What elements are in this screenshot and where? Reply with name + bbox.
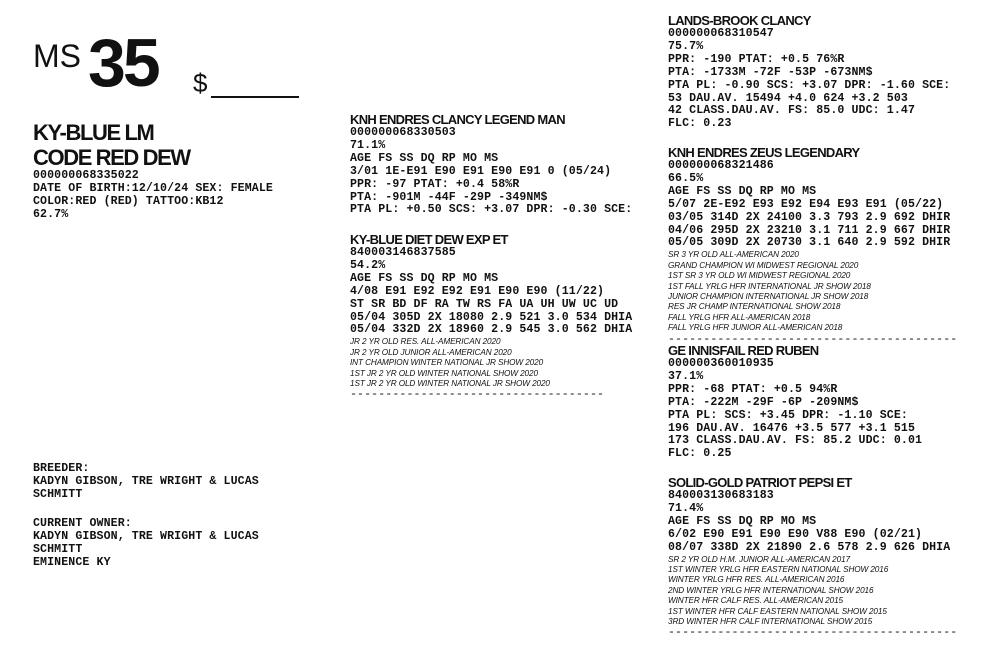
sires-dam-record-1: 03/05 314D 2X 24100 3.3 793 2.9 692 DHIR xyxy=(668,210,951,224)
price-blank-line xyxy=(211,96,299,98)
sire-pta: PTA: -901M -44F -29P -349NM$ xyxy=(350,190,548,204)
dams-dam-award: 1ST WINTER YRLG HFR EASTERN NATIONAL SHOW 2016 xyxy=(668,564,889,574)
sires-dam-percent: 66.5% xyxy=(668,171,704,185)
dams-dam-divider: ----------------------------------------- xyxy=(668,626,958,640)
sire-score-columns: AGE FS SS DQ RP MO MS xyxy=(350,151,499,165)
dam-scores: 4/08 E91 E92 E92 E91 E90 E90 (11/22) xyxy=(350,284,605,298)
dams-dam-award: SR 2 YR OLD H.M. JUNIOR ALL-AMERICAN 2017 xyxy=(668,554,850,564)
dams-dam-registration: 840003130683183 xyxy=(668,489,774,502)
dam-divider: ------------------------------------ xyxy=(350,388,605,402)
dams-dam-award: 3RD WINTER HFR CALF INTERNATIONAL SHOW 2015 xyxy=(668,616,873,626)
sires-sire-flc: FLC: 0.23 xyxy=(668,117,732,131)
dam-award: 1ST JR 2 YR OLD WINTER NATIONAL JR SHOW 2020 xyxy=(350,378,550,388)
dams-dam-scores: 6/02 E90 E91 E90 E90 V88 E90 (02/21) xyxy=(668,527,923,541)
sires-dam-scores: 5/07 2E-E92 E93 E92 E94 E93 E91 (05/22) xyxy=(668,197,944,211)
dams-sire-daughters: 196 DAU.AV. 16476 +3.5 577 +3.1 515 xyxy=(668,421,916,435)
dam-section xyxy=(350,232,632,402)
dams-sire-section xyxy=(668,343,922,461)
sires-dam-award: 1ST SR 3 YR OLD WI MIDWEST REGIONAL 2020 xyxy=(668,271,851,281)
animal-percent: 62.7% xyxy=(33,207,69,221)
sires-sire-classified: 42 CLASS.DAU.AV. FS: 85.0 UDC: 1.47 xyxy=(668,104,916,118)
sires-dam-award: FALL YRLG HFR ALL-AMERICAN 2018 xyxy=(668,312,811,322)
dams-dam-record-1: 08/07 338D 2X 21890 2.6 578 2.9 626 DHIA xyxy=(668,540,951,554)
dams-sire-pta: PTA: -222M -29F -6P -209NM$ xyxy=(668,395,859,409)
sires-dam-award: 1ST FALL YRLG HFR INTERNATIONAL JR SHOW 2018 xyxy=(668,281,871,291)
lot-number: 35 xyxy=(88,25,158,101)
sires-dam-record-2: 04/06 295D 2X 23210 3.1 711 2.9 667 DHIR xyxy=(668,223,951,237)
sire-ppr: PPR: -97 PTAT: +0.4 58%R xyxy=(350,177,520,191)
sires-sire-percent: 75.7% xyxy=(668,39,704,53)
dams-dam-award: WINTER HFR CALF RES. ALL-AMERICAN 2015 xyxy=(668,596,844,606)
sires-sire-daughters: 53 DAU.AV. 15494 +4.0 624 +3.2 503 xyxy=(668,91,908,105)
sires-dam-registration: 000000068321486 xyxy=(668,159,774,172)
sire-percent: 71.1% xyxy=(350,138,386,152)
dam-registration: 840003146837585 xyxy=(350,246,456,259)
dam-record-1: 05/04 305D 2X 18080 2.9 521 3.0 534 DHIA xyxy=(350,310,633,324)
sire-pta-pl: PTA PL: +0.50 SCS: +3.07 DPR: -0.30 SCE: xyxy=(350,203,633,217)
sire-name: KNH ENDRES CLANCY LEGEND MAN xyxy=(350,112,565,127)
sires-dam-record-3: 05/05 309D 2X 20730 3.1 640 2.9 592 DHIR xyxy=(668,236,951,250)
sires-sire-pta-pl: PTA PL: -0.90 SCS: +3.07 DPR: -1.60 SCE: xyxy=(668,78,951,92)
dam-percent: 54.2% xyxy=(350,258,386,272)
dam-score-columns: AGE FS SS DQ RP MO MS xyxy=(350,271,499,285)
sires-dam-score-columns: AGE FS SS DQ RP MO MS xyxy=(668,184,817,198)
breeder-line1: KADYN GIBSON, TRE WRIGHT & LUCAS xyxy=(33,474,259,488)
animal-name-line1: KY-BLUE LM xyxy=(33,120,154,145)
sire-section xyxy=(350,112,632,217)
animal-info xyxy=(33,120,273,222)
dams-sire-pta-pl: PTA PL: SCS: +3.45 DPR: -1.10 SCE: xyxy=(668,408,908,422)
owner-line3: EMINENCE KY xyxy=(33,555,111,569)
breeder-section xyxy=(33,463,259,502)
sires-sire-pta: PTA: -1733M -72F -53P -673NM$ xyxy=(668,65,873,79)
dam-award: JR 2 YR OLD RES. ALL-AMERICAN 2020 xyxy=(350,337,501,347)
sires-sire-ppr: PPR: -190 PTAT: +0.5 76%R xyxy=(668,52,845,66)
dams-sire-registration: 000000360010935 xyxy=(668,357,774,370)
sires-sire-name: LANDS-BROOK CLANCY xyxy=(668,13,811,28)
sires-dam-divider: ----------------------------------------- xyxy=(668,332,958,346)
dams-sire-classified: 173 CLASS.DAU.AV. FS: 85.2 UDC: 0.01 xyxy=(668,434,923,448)
dam-award: INT CHAMPION WINTER NATIONAL JR SHOW 2020 xyxy=(350,358,544,368)
lot-prefix: MS xyxy=(33,38,81,74)
dams-dam-name: SOLID-GOLD PATRIOT PEPSI ET xyxy=(668,475,852,490)
animal-color-tattoo: COLOR:RED (RED) TATTOO:KB12 xyxy=(33,194,224,208)
sires-dam-award: SR 3 YR OLD ALL-AMERICAN 2020 xyxy=(668,250,799,260)
sires-dam-award: JUNIOR CHAMPION INTERNATIONAL JR SHOW 2018 xyxy=(668,291,869,301)
dams-dam-award: WINTER YRLG HFR RES. ALL-AMERICAN 2016 xyxy=(668,575,845,585)
sire-registration: 000000068330503 xyxy=(350,126,456,139)
sires-dam-name: KNH ENDRES ZEUS LEGENDARY xyxy=(668,145,860,160)
animal-name-line2: CODE RED DEW xyxy=(33,145,190,170)
sires-dam-award: RES JR CHAMP INTERNATIONAL SHOW 2018 xyxy=(668,302,841,312)
dam-record-2: 05/04 332D 2X 18960 2.9 545 3.0 562 DHIA xyxy=(350,323,633,337)
breeder-label: BREEDER: xyxy=(33,462,90,475)
dams-dam-award: 2ND WINTER YRLG HFR INTERNATIONAL SHOW 2016 xyxy=(668,585,874,595)
animal-registration: 000000068335022 xyxy=(33,169,139,182)
owner-line1: KADYN GIBSON, TRE WRIGHT & LUCAS xyxy=(33,529,259,543)
owner-section xyxy=(33,518,259,570)
dams-sire-flc: FLC: 0.25 xyxy=(668,447,732,461)
dams-dam-percent: 71.4% xyxy=(668,501,704,515)
dams-sire-ppr: PPR: -68 PTAT: +0.5 94%R xyxy=(668,382,838,396)
dam-award: JR 2 YR OLD JUNIOR ALL-AMERICAN 2020 xyxy=(350,347,512,357)
sires-sire-registration: 000000068310547 xyxy=(668,27,774,40)
sires-sire-section xyxy=(668,13,950,131)
breeder-line2: SCHMITT xyxy=(33,487,83,501)
dams-dam-score-columns: AGE FS SS DQ RP MO MS xyxy=(668,514,817,528)
sires-dam-section xyxy=(668,145,957,347)
dam-name: KY-BLUE DIET DEW EXP ET xyxy=(350,232,508,247)
sires-dam-award: FALL YRLG HFR JUNIOR ALL-AMERICAN 2018 xyxy=(668,323,843,333)
owner-label: CURRENT OWNER: xyxy=(33,517,132,530)
owner-line2: SCHMITT xyxy=(33,542,83,556)
dams-sire-name: GE INNISFAIL RED RUBEN xyxy=(668,343,819,358)
dam-award: 1ST JR 2 YR OLD WINTER NATIONAL SHOW 2020 xyxy=(350,368,538,378)
currency-sign: $ xyxy=(193,68,208,98)
dams-dam-award: 1ST WINTER HFR CALF EASTERN NATIONAL SHOW 2015 xyxy=(668,606,887,616)
sires-dam-award: GRAND CHAMPION WI MIDWEST REGIONAL 2020 xyxy=(668,260,859,270)
lot-header xyxy=(33,25,333,101)
dams-sire-percent: 37.1% xyxy=(668,369,704,383)
sire-scores: 3/01 1E-E91 E90 E91 E90 E91 0 (05/24) xyxy=(350,164,612,178)
animal-birth-sex: DATE OF BIRTH:12/10/24 SEX: FEMALE xyxy=(33,181,273,195)
dams-dam-section xyxy=(668,475,957,640)
dam-trait-columns: ST SR BD DF RA TW RS FA UA UH UW UC UD xyxy=(350,297,619,311)
